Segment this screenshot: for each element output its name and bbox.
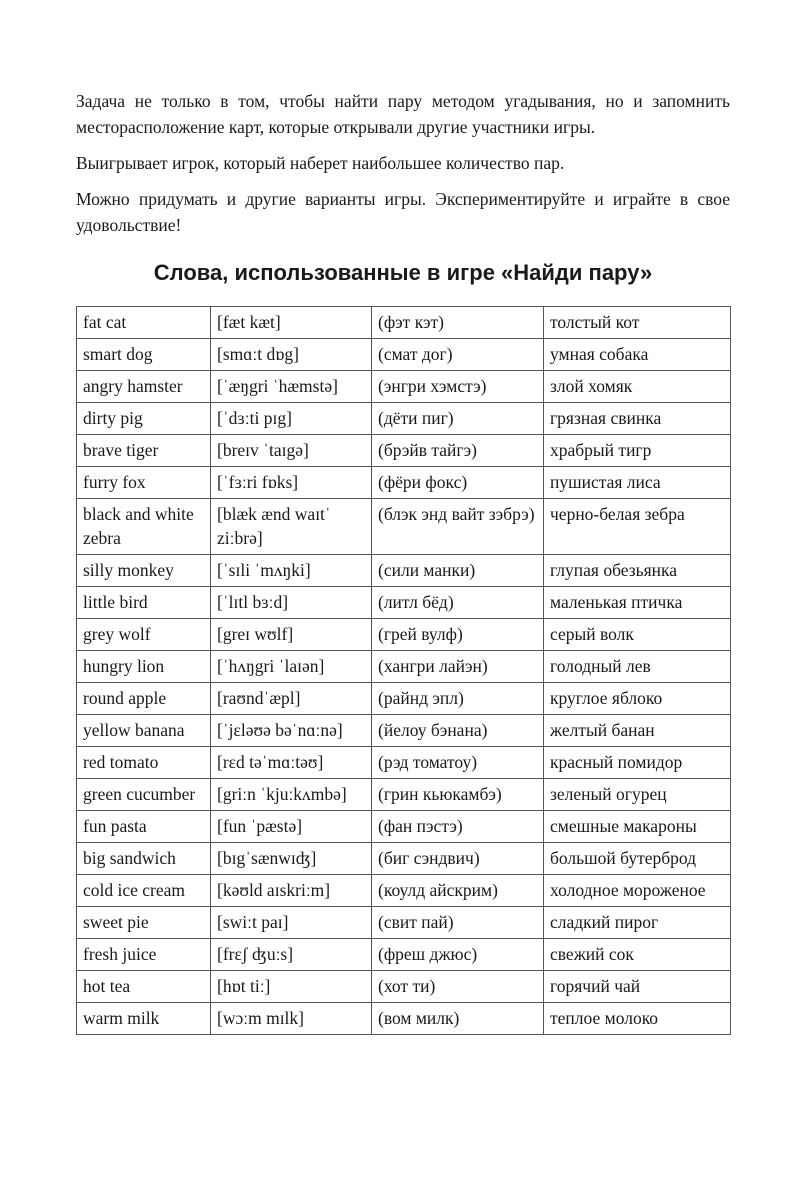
translation-cell: голодный лев — [544, 651, 731, 683]
transcription-cell: [kəʊld aɪskriːm] — [211, 875, 372, 907]
translation-cell: злой хомяк — [544, 371, 731, 403]
translation-cell: свежий сок — [544, 939, 731, 971]
table-row — [77, 715, 731, 747]
paragraph: Можно придумать и другие варианты игры. Экспериментируйте и играйте в свое удовольствие! — [76, 189, 730, 235]
table-row — [77, 1003, 731, 1035]
intro-text — [76, 88, 730, 248]
english-word-cell: round apple — [77, 683, 211, 715]
russian-reading-cell: (дёти пиг) — [372, 403, 544, 435]
translation-cell: умная собака — [544, 339, 731, 371]
transcription-cell: [ˈlɪtl bɜːd] — [211, 587, 372, 619]
english-word-cell: sweet pie — [77, 907, 211, 939]
english-word-cell: grey wolf — [77, 619, 211, 651]
section-title: Слова, использованные в игре «Найди пару» — [153, 260, 653, 285]
table-row — [77, 747, 731, 779]
russian-reading-cell: (фёри фокс) — [372, 467, 544, 499]
english-word-cell: furry fox — [77, 467, 211, 499]
english-word-cell: warm milk — [77, 1003, 211, 1035]
russian-reading-cell: (хангри лайэн) — [372, 651, 544, 683]
transcription-cell: [rɛd təˈmɑːtəʊ] — [211, 747, 372, 779]
russian-reading-cell: (биг сэндвич) — [372, 843, 544, 875]
translation-cell: красный помидор — [544, 747, 731, 779]
transcription-cell: [greɪ wʊlf] — [211, 619, 372, 651]
transcription-cell: [smɑːt dɒg] — [211, 339, 372, 371]
english-word-cell: black and white zebra — [77, 499, 211, 555]
table-row — [77, 651, 731, 683]
russian-reading-cell: (грин кьюкамбэ) — [372, 779, 544, 811]
russian-reading-cell: (хот ти) — [372, 971, 544, 1003]
transcription-cell: [ˈhʌŋgri ˈlaɪən] — [211, 651, 372, 683]
table-row — [77, 587, 731, 619]
translation-cell: смешные макароны — [544, 811, 731, 843]
table-row — [77, 811, 731, 843]
russian-reading-cell: (грей вулф) — [372, 619, 544, 651]
transcription-cell: [bɪgˈsænwɪʤ] — [211, 843, 372, 875]
table-row — [77, 371, 731, 403]
russian-reading-cell: (коулд айскрим) — [372, 875, 544, 907]
english-word-cell: angry hamster — [77, 371, 211, 403]
transcription-cell: [hɒt tiː] — [211, 971, 372, 1003]
transcription-cell: [fæt kæt] — [211, 307, 372, 339]
translation-cell: толстый кот — [544, 307, 731, 339]
russian-reading-cell: (блэк энд вайт зэбрэ) — [372, 499, 544, 555]
english-word-cell: fun pasta — [77, 811, 211, 843]
transcription-cell: [blæk ænd waɪtˈ ziːbrə] — [211, 499, 372, 555]
table-row — [77, 467, 731, 499]
english-word-cell: red tomato — [77, 747, 211, 779]
table-row — [77, 499, 731, 555]
transcription-cell: [ˈfɜːri fɒks] — [211, 467, 372, 499]
russian-reading-cell: (йелоу бэнана) — [372, 715, 544, 747]
table-row — [77, 307, 731, 339]
transcription-cell: [ˈjɛləʊə bəˈnɑːnə] — [211, 715, 372, 747]
english-word-cell: smart dog — [77, 339, 211, 371]
russian-reading-cell: (фэт кэт) — [372, 307, 544, 339]
translation-cell: теплое молоко — [544, 1003, 731, 1035]
english-word-cell: cold ice cream — [77, 875, 211, 907]
table-row — [77, 971, 731, 1003]
table-row — [77, 683, 731, 715]
english-word-cell: brave tiger — [77, 435, 211, 467]
table-row — [77, 339, 731, 371]
translation-cell: маленькая птичка — [544, 587, 731, 619]
translation-cell: горячий чай — [544, 971, 731, 1003]
table-row — [77, 907, 731, 939]
english-word-cell: fat cat — [77, 307, 211, 339]
english-word-cell: fresh juice — [77, 939, 211, 971]
paragraph: Задача не только в том, чтобы найти пару методом угадывания, но и запомнить месторасположение карт, которые открывали другие участники игры. — [76, 91, 730, 137]
english-word-cell: big sandwich — [77, 843, 211, 875]
translation-cell: пушистая лиса — [544, 467, 731, 499]
english-word-cell: little bird — [77, 587, 211, 619]
table-row — [77, 939, 731, 971]
translation-cell: желтый банан — [544, 715, 731, 747]
table-row — [77, 875, 731, 907]
translation-cell: зеленый огурец — [544, 779, 731, 811]
translation-cell: черно-белая зебра — [544, 499, 731, 555]
transcription-cell: [ˈsɪli ˈmʌŋki] — [211, 555, 372, 587]
russian-reading-cell: (сили манки) — [372, 555, 544, 587]
russian-reading-cell: (фреш джюс) — [372, 939, 544, 971]
words-table — [76, 306, 731, 1035]
russian-reading-cell: (свит пай) — [372, 907, 544, 939]
translation-cell: большой бутерброд — [544, 843, 731, 875]
table-row — [77, 619, 731, 651]
transcription-cell: [breɪv ˈtaɪgə] — [211, 435, 372, 467]
english-word-cell: green cucumber — [77, 779, 211, 811]
english-word-cell: hot tea — [77, 971, 211, 1003]
table-row — [77, 779, 731, 811]
english-word-cell: hungry lion — [77, 651, 211, 683]
translation-cell: серый волк — [544, 619, 731, 651]
transcription-cell: [ˈæŋgri ˈhæmstə] — [211, 371, 372, 403]
russian-reading-cell: (вом милк) — [372, 1003, 544, 1035]
russian-reading-cell: (фан пэстэ) — [372, 811, 544, 843]
table-row — [77, 843, 731, 875]
english-word-cell: yellow banana — [77, 715, 211, 747]
translation-cell: храбрый тигр — [544, 435, 731, 467]
transcription-cell: [swiːt paɪ] — [211, 907, 372, 939]
transcription-cell: [frɛʃ ʤuːs] — [211, 939, 372, 971]
paragraph: Выигрывает игрок, который наберет наибольшее количество пар. — [76, 153, 565, 173]
russian-reading-cell: (литл бёд) — [372, 587, 544, 619]
transcription-cell: [wɔːm mɪlk] — [211, 1003, 372, 1035]
transcription-cell: [fun ˈpæstə] — [211, 811, 372, 843]
translation-cell: круглое яблоко — [544, 683, 731, 715]
transcription-cell: [ˈdɜːti pɪg] — [211, 403, 372, 435]
table-row — [77, 403, 731, 435]
transcription-cell: [griːn ˈkjuːkʌmbə] — [211, 779, 372, 811]
translation-cell: сладкий пирог — [544, 907, 731, 939]
translation-cell: грязная свинка — [544, 403, 731, 435]
russian-reading-cell: (брэйв тайгэ) — [372, 435, 544, 467]
russian-reading-cell: (энгри хэмстэ) — [372, 371, 544, 403]
english-word-cell: dirty pig — [77, 403, 211, 435]
table-row — [77, 555, 731, 587]
translation-cell: глупая обезьянка — [544, 555, 731, 587]
transcription-cell: [raʊndˈæpl] — [211, 683, 372, 715]
russian-reading-cell: (райнд эпл) — [372, 683, 544, 715]
english-word-cell: silly monkey — [77, 555, 211, 587]
russian-reading-cell: (рэд томатоу) — [372, 747, 544, 779]
translation-cell: холодное мороженое — [544, 875, 731, 907]
table-row — [77, 435, 731, 467]
russian-reading-cell: (смат дог) — [372, 339, 544, 371]
